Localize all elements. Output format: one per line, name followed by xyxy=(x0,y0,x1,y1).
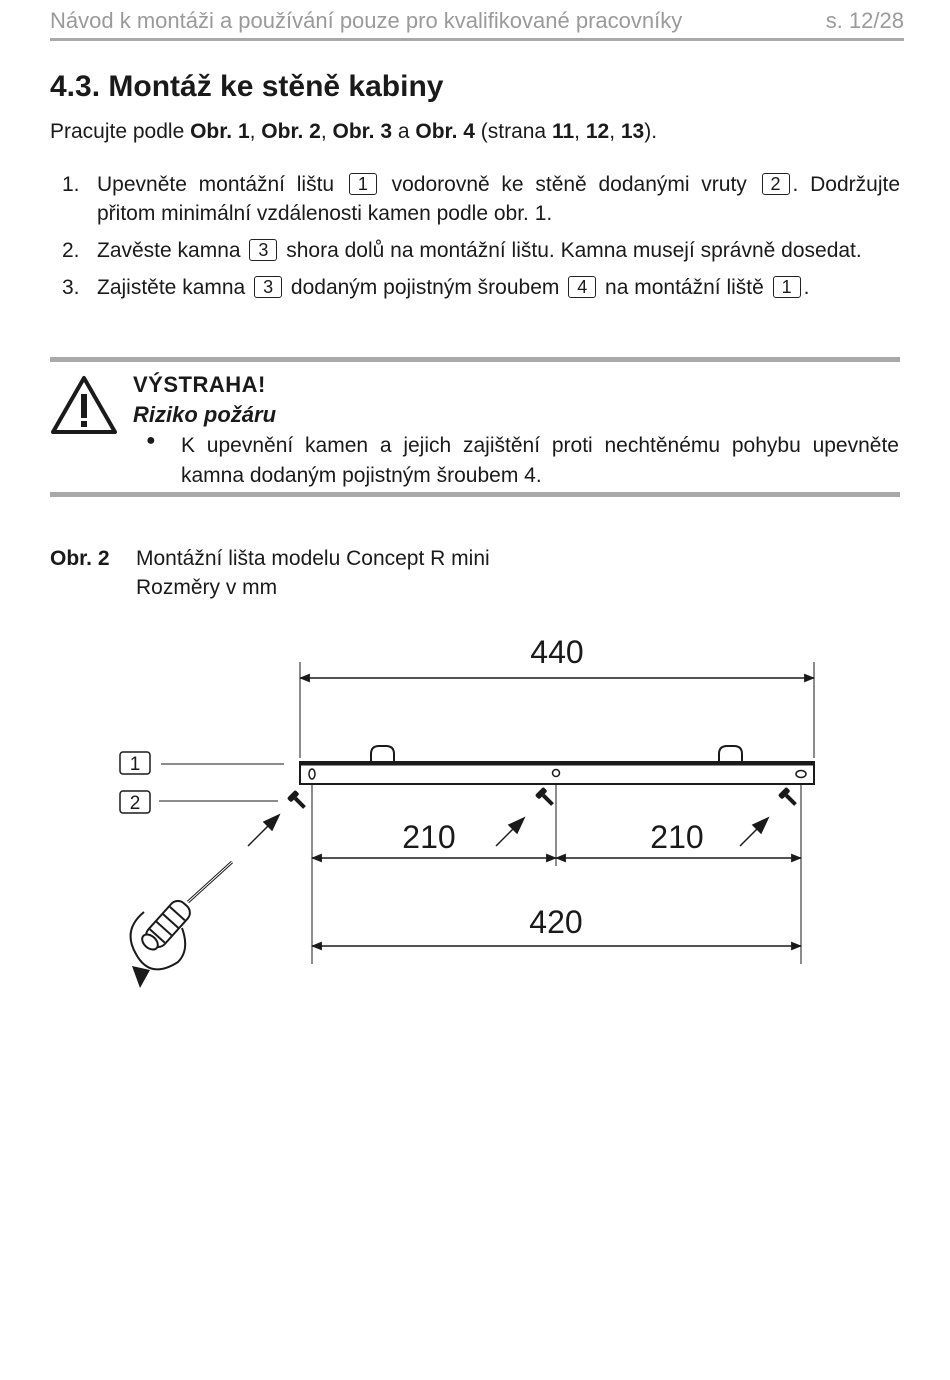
step-number: 2. xyxy=(62,239,80,262)
figure-caption-line1: Montážní lišta modelu Concept R mini xyxy=(136,547,490,570)
instruction-steps xyxy=(62,170,900,310)
callout-box: 4 xyxy=(568,276,596,298)
page-number: s. 12/28 xyxy=(825,8,904,33)
step-number: 1. xyxy=(62,173,80,196)
step-number: 3. xyxy=(62,276,80,299)
warning-title: VÝSTRAHA! xyxy=(133,372,266,397)
callout-1 xyxy=(120,752,284,775)
callout-box: 1 xyxy=(773,276,801,298)
figure-label: Obr. 2 xyxy=(50,547,110,570)
figure-caption-line2: Rozměry v mm xyxy=(136,576,278,599)
step-item: 1. Upevněte montážní lištu 1 vodorovně ke stěně dodanými vruty 2 . Dodržujte přitom minimální vzdálenosti kamen podle obr. 1. xyxy=(62,170,900,228)
warning-box xyxy=(50,357,900,497)
step-item: 3. Zajistěte kamna 3 dodaným pojistným šroubem 4 na montážní liště 1 . xyxy=(62,273,900,302)
intro-paragraph: Pracujte podle Obr. 1, Obr. 2, Obr. 3 a Obr. 4 (strana 11, 12, 13). xyxy=(50,120,658,143)
callout-box: 3 xyxy=(254,276,282,298)
warning-text: K upevnění kamen a jejich zajištění proti nechtěnému pohybu upevněte kamna dodaným pojistným šroubem 4. xyxy=(181,434,899,487)
mounting-rail-drawing xyxy=(0,600,950,1020)
section-title: 4.3. Montáž ke stěně kabiny xyxy=(50,70,444,103)
screw-icon xyxy=(287,790,309,812)
bullet-icon: ● xyxy=(146,432,156,449)
svg-text:1: 1 xyxy=(129,754,141,775)
callout-box: 1 xyxy=(349,173,377,195)
dimension-holes-label: 420 xyxy=(529,904,583,940)
callout-2 xyxy=(120,791,278,814)
dimension-right-label: 210 xyxy=(650,819,704,855)
callout-box: 2 xyxy=(762,173,790,195)
page-header xyxy=(50,4,904,41)
warning-subtitle: Riziko požáru xyxy=(133,402,277,427)
screw-icon xyxy=(535,787,557,809)
screw-icon xyxy=(778,787,800,809)
dimension-left-label: 210 xyxy=(402,819,456,855)
header-title: Návod k montáži a používání pouze pro kvalifikované pracovníky xyxy=(50,8,683,33)
mounting-rail xyxy=(300,746,814,784)
dimension-total-label: 440 xyxy=(530,634,584,670)
warning-triangle-icon xyxy=(50,374,118,436)
step-item: 2. Zavěste kamna 3 shora dolů na montážní lištu. Kamna musejí správně dosedat. xyxy=(62,236,900,265)
svg-text:2: 2 xyxy=(129,793,141,814)
callout-box: 3 xyxy=(249,239,277,261)
